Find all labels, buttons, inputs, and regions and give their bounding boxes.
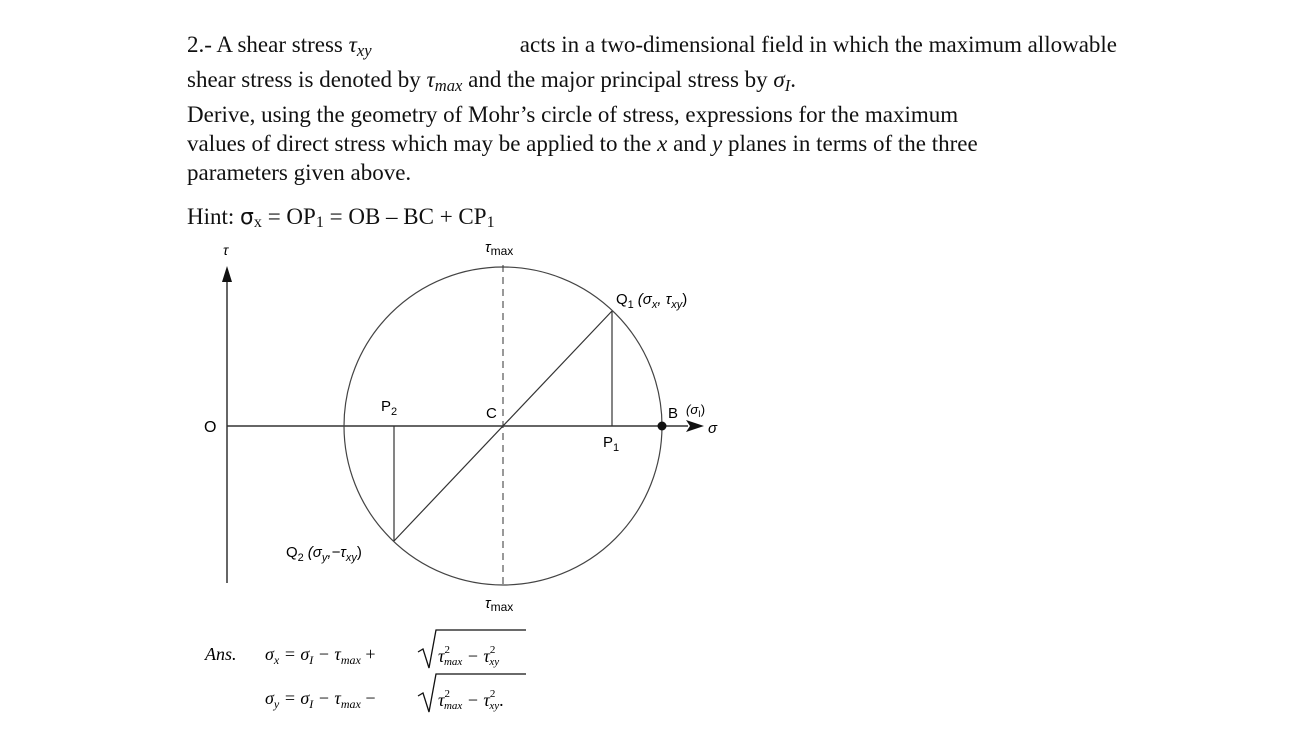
answer-eq-sigma-x [265, 630, 526, 668]
svg-text:σy = σI − τmax −: $\sigma_y = \sigma_I - \tau_{max}$ − [265, 688, 376, 711]
svg-text:τ2max − τ2xy.: $\tau^2$ $\max - \tau^2$ xy. [438, 688, 504, 712]
p2-label: $P_2$ [381, 398, 398, 418]
tau-max-symbol: $\tau_{max}$ [426, 67, 463, 96]
answer-eq-sigma-y [265, 674, 526, 712]
sigma-I-symbol: $\sigma_I$ [773, 67, 791, 96]
svg-text:σx = σI − τmax +: $\sigma_x = \sigma_I - \tau_{max}$ + [265, 644, 376, 667]
problem-line-2: shear stress is denoted by $\tau_{max}$ and the major principal stress by $\sigma_I$. [187, 67, 797, 96]
tau-xy-symbol: $\tau_{xy}$ [348, 32, 372, 61]
problem-line-4: values of direct stress which may be applied to the x and y planes in terms of the three [187, 131, 978, 157]
problem-line-3: Derive, using the geometry of Mohr’s circle of stress, expressions for the maximum [187, 102, 959, 128]
q2-label: $Q_2$ $(\sigma_y,-\tau_{xy})$ [286, 544, 362, 564]
tau-max-top-label: $\tau_{max}$ [485, 239, 514, 258]
problem-number: 2.- A shear stress [187, 32, 343, 57]
svg-text:τ2max − τ2xy: $\tau^2$ $\max - \tau^2$ xy [438, 644, 500, 668]
answer-label: Ans. [205, 644, 237, 664]
sigma-I-label: $(\sigma_I)$ [686, 402, 706, 419]
problem-line-1-text: acts in a two-dimensional field in which the maximum allowable [519, 32, 1117, 57]
problem-line-5: parameters given above. [187, 160, 412, 186]
q1-label: $Q_1$ ($\sigma_x$, $\tau_{xy}$) [616, 291, 688, 311]
tau-axis-label: τ [223, 242, 229, 258]
p1-label: $P_1$ [603, 434, 620, 454]
b-label: B [668, 405, 679, 422]
tau-max-bottom-label: $\tau_{max}$ [485, 595, 514, 614]
sigma-axis-label: σ [708, 420, 718, 437]
origin-label: O [204, 419, 217, 436]
hint-line: Hint: σx = OP1 = OB – BC + CP1 [187, 204, 495, 232]
center-label: C [486, 405, 497, 422]
